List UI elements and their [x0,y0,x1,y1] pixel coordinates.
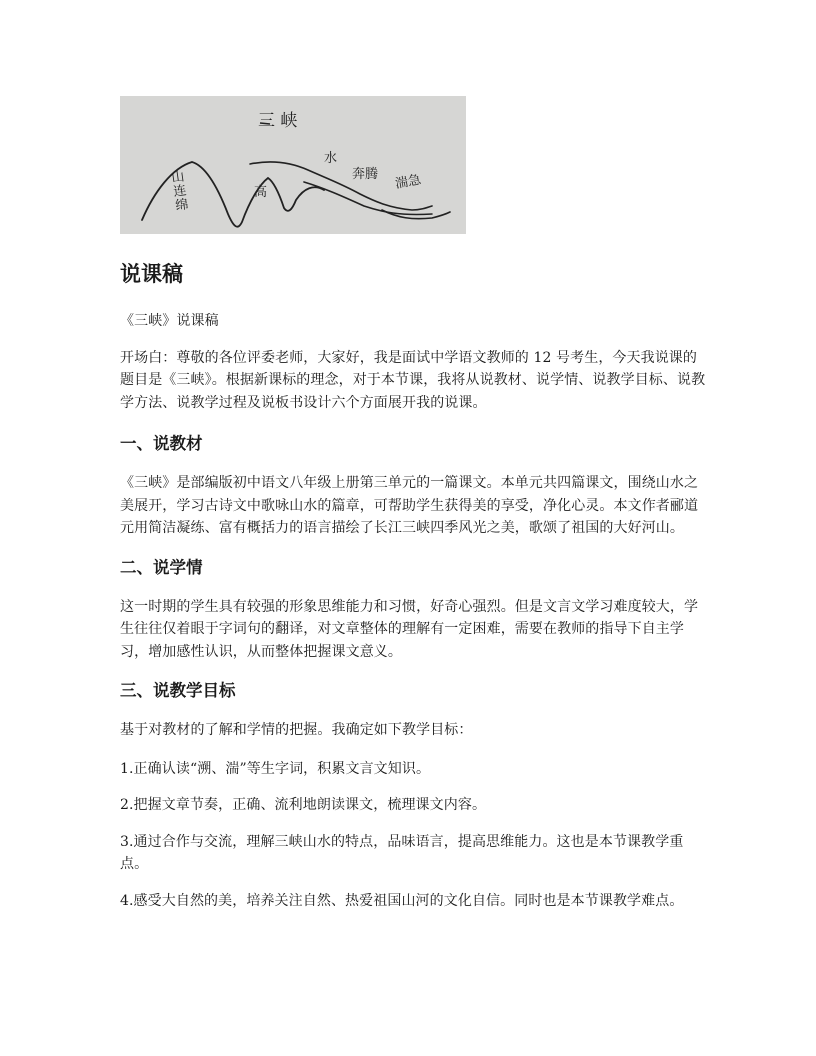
sketch-title-label: 三 峡 [258,111,298,131]
section-heading-textbook: 一、说教材 [120,434,203,453]
opening-paragraph: 开场白：尊敬的各位评委老师，大家好，我是面试中学语文教师的 12 号考生，今天我说课的题目是《三峡》。根据新课标的理念，对于本节课，我将从说教材、说学情、说教学目标、说教学方法、说教学过程及说板书设计六个方面展开我的说课。 [120,349,706,411]
goal-item: 1.正确认读“溯、湍”等生字词，积累文言文知识。 [120,760,431,777]
sketch-mountain-label-1: 山 [170,169,186,186]
document-page [120,96,706,912]
sketch-rush-label: 奔腾 [352,167,379,182]
section-body-textbook: 《三峡》是部编版初中语文八年级上册第三单元的一篇课文。本单元共四篇课文，围绕山水之美展开，学习古诗文中歌咏山水的篇章，可帮助学生获得美的享受，净化心灵。本文作者郦道元用简洁凝练、富有概括力的语言描绘了长江三峡四季风光之美，歌颂了祖国的大好河山。 [120,475,699,536]
section-intro-goals: 基于对教材的了解和学情的把握。我确定如下教学目标： [120,722,473,738]
blackboard-sketch-image [120,96,466,234]
goal-item: 4.感受大自然的美，培养关注自然、热爱祖国山河的文化自信。同时也是本节课教学难点。 [120,892,684,909]
sketch-mountain-label-3: 绵 [174,197,190,214]
sketch-mountain-label-2: 连 [172,183,188,200]
document-subtitle: 《三峡》说课稿 [120,313,219,329]
sketch-water-label: 水 [324,151,338,166]
document-title: 说课稿 [120,262,183,286]
section-heading-students: 二、说学情 [120,557,203,577]
goal-item: 2.把握文章节奏，正确、流利地朗读课文，梳理课文内容。 [120,797,487,813]
section-heading-goals: 三、说教学目标 [120,681,236,700]
sketch-drawing [120,96,466,234]
section-body-students: 这一时期的学生具有较强的形象思维能力和习惯，好奇心强烈。但是文言文学习难度较大，学生往往仅着眼于字词句的翻译，对文章整体的理解有一定困难，需要在教师的指导下自主学习，增加感性认识，从而整体把握课文意义。 [120,598,699,660]
sketch-height-label: 高 [254,185,268,200]
goal-item: 3.通过合作与交流，理解三峡山水的特点，品味语言，提高思维能力。这也是本节课教学重点。 [120,833,684,872]
sketch-torrent-label: 湍急 [394,172,423,192]
goals-list [120,758,706,913]
